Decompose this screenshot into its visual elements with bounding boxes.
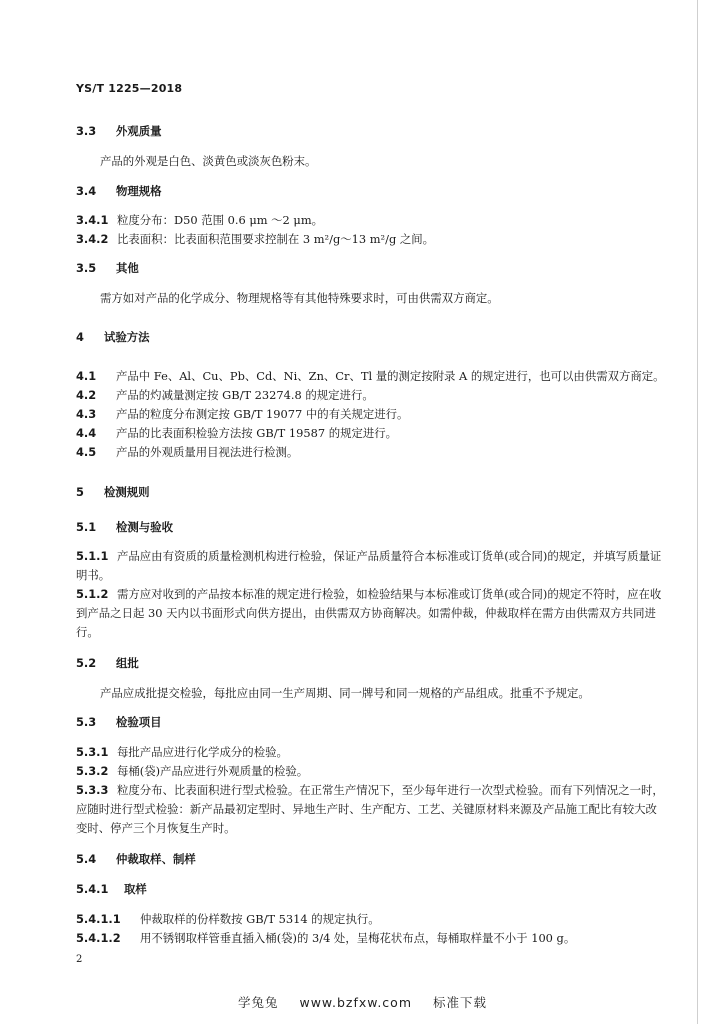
heading-5-4: 5.4 仲裁取样、制样 [76, 852, 196, 866]
clause-4-4: 4.4 产品的比表面积检验方法按 GB/T 19587 的规定进行。 [76, 426, 398, 440]
clause-5-4-1-1: 5.4.1.1 仲裁取样的份样数按 GB/T 5314 的规定执行。 [76, 912, 380, 926]
clause-4-5: 4.5 产品的外观质量用目视法进行检测。 [76, 445, 299, 459]
clause-5-3-1: 5.3.1 每批产品应进行化学成分的检验。 [76, 745, 288, 759]
footer-site-name: 学兔兔 [237, 995, 279, 1010]
clause-4-2: 4.2 产品的灼减量测定按 GB/T 23274.8 的规定进行。 [76, 388, 374, 402]
document-code: YS/T 1225—2018 [76, 82, 183, 95]
footer-label: 标准下载 [433, 995, 488, 1010]
heading-4: 4 试验方法 [76, 330, 150, 344]
clause-5-1-1: 5.1.1 产品应由有资质的质量检测机构进行检验，保证产品质量符合本标准或订货单(或合同)的规定，并填写质量证明书。 [76, 549, 662, 582]
clause-5-3-2: 5.3.2 每桶(袋)产品应进行外观质量的检验。 [76, 764, 309, 778]
footer-url[interactable]: www.bzfxw.com [299, 995, 413, 1010]
page-number: 2 [76, 954, 83, 965]
clause-5-1-2: 5.1.2 需方应对收到的产品按本标准的规定进行检验，如检验结果与本标准或订货单(或合同)的规定不符时，应在收到产品之日起 30 天内以书面形式向供方提出，由供需双方协商解决。如需仲裁，仲裁取样在需方由供需双方共同进行。 [76, 587, 662, 639]
paragraph-3-5: 需方如对产品的化学成分、物理规格等有其他特殊要求时，可由供需双方商定。 [100, 291, 499, 305]
heading-5-1: 5.1 检测与验收 [76, 520, 173, 534]
heading-3-5: 3.5 其他 [76, 261, 139, 275]
heading-5: 5 检测规则 [76, 485, 150, 499]
heading-3-4: 3.4 物理规格 [76, 184, 162, 198]
clause-5-3-3: 5.3.3 粒度分布、比表面积进行型式检验。在正常生产情况下，至少每年进行一次型式检验。而有下列情况之一时，应随时进行型式检验：新产品最初定型时、异地生产时、生产配方、工艺、关键原材料来源及产品施工配比有较大改变时、停产三个月恢复生产时。 [76, 783, 664, 835]
clause-4-3: 4.3 产品的粒度分布测定按 GB/T 19077 中的有关规定进行。 [76, 407, 409, 421]
paragraph-5-2: 产品应成批提交检验，每批应由同一生产周期、同一牌号和同一规格的产品组成。批重不予规定。 [100, 686, 590, 700]
clause-3-4-2: 3.4.2 比表面积：比表面积范围要求控制在 3 m²/g～13 m²/g 之间。 [76, 232, 435, 246]
paragraph-3-3: 产品的外观是白色、淡黄色或淡灰色粉末。 [100, 154, 317, 168]
heading-5-4-1: 5.4.1 取样 [76, 882, 147, 896]
heading-5-3: 5.3 检验项目 [76, 715, 162, 729]
heading-3-3: 3.3 外观质量 [76, 124, 162, 138]
clause-3-4-1: 3.4.1 粒度分布：D50 范围 0.6 μm ～2 μm。 [76, 213, 324, 227]
clause-4-1: 4.1 产品中 Fe、Al、Cu、Pb、Cd、Ni、Zn、Cr、Tl 量的测定按附录 A 的规定进行，也可以由供需双方商定。 [76, 369, 665, 383]
heading-5-2: 5.2 组批 [76, 656, 139, 670]
clause-5-4-1-2: 5.4.1.2 用不锈钢取样管垂直插入桶(袋)的 3/4 处，呈梅花状布点，每桶取样量不小于 100 g。 [76, 931, 576, 945]
page-edge-line [697, 0, 698, 1024]
footer-watermark [0, 993, 725, 1011]
